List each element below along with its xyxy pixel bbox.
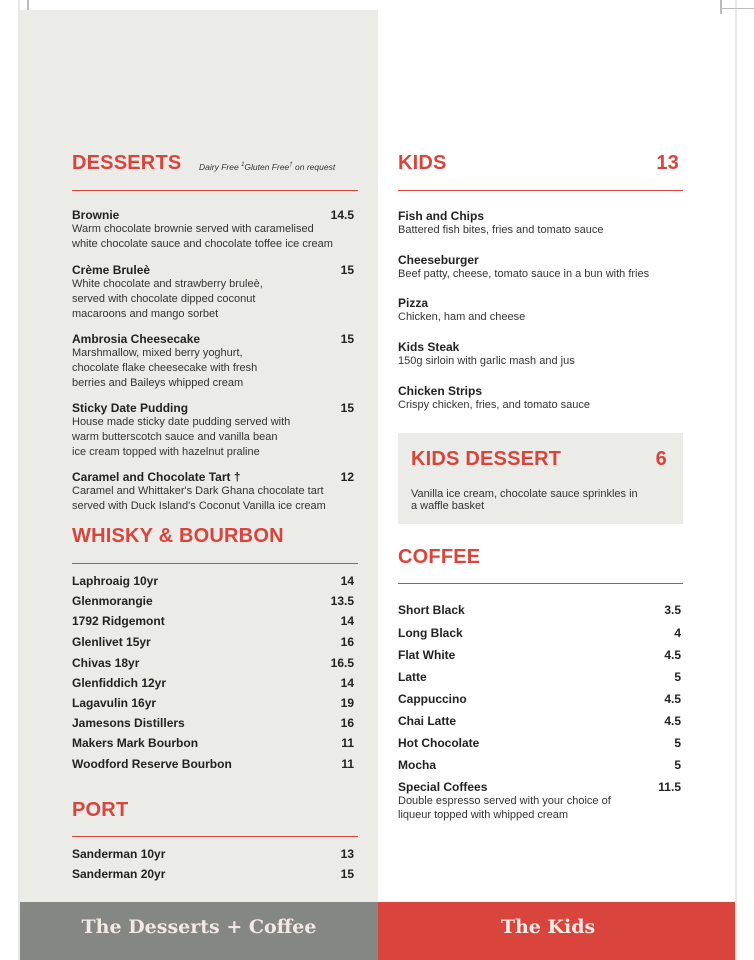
special-coffee-desc-line: Double espresso served with your choice of: [398, 795, 611, 807]
page-edge-right: [735, 0, 737, 960]
coffee-price: 4: [674, 626, 681, 640]
whisky-price: 16: [340, 716, 354, 730]
dessert-name: Crème Bruleè: [72, 263, 151, 277]
dessert-price: 15: [340, 332, 354, 346]
port-row: [72, 867, 354, 885]
desserts-heading: DESSERTS: [72, 152, 182, 174]
coffee-price: 4.5: [664, 648, 681, 662]
coffee-row: [398, 714, 681, 732]
whisky-name: Lagavulin 16yr: [72, 696, 157, 710]
dessert-desc-line: Marshmallow, mixed berry yoghurt,: [72, 347, 243, 359]
kids-item-name: Kids Steak: [398, 340, 460, 354]
dessert-price: 15: [340, 263, 354, 277]
dessert-desc-line: macaroons and mango sorbet: [72, 308, 219, 320]
dietary-note-df-mark: 1: [241, 162, 245, 169]
kids-item: [398, 340, 688, 369]
coffee-name: Chai Latte: [398, 714, 457, 728]
special-coffee-name: Special Coffees: [398, 780, 488, 794]
kids-dessert-desc: [411, 488, 681, 512]
coffee-name: Cappuccino: [398, 692, 467, 706]
dessert-desc-line: warm butterscotch sauce and vanilla bean: [72, 431, 278, 443]
kids-item-desc: Battered fish bites, fries and tomato sauce: [398, 224, 604, 236]
whisky-price: 14: [340, 614, 354, 628]
coffee-divider: [398, 583, 683, 584]
kids-item-desc: Crispy chicken, fries, and tomato sauce: [398, 399, 590, 411]
dessert-desc-line: Warm chocolate brownie served with caramelised: [72, 223, 314, 235]
coffee-row: [398, 692, 681, 710]
dessert-desc-line: chocolate flake cheesecake with fresh: [72, 362, 258, 374]
kids-item: [398, 384, 688, 413]
dessert-price: 15: [340, 401, 354, 415]
kids-item-name: Cheeseburger: [398, 253, 479, 267]
coffee-price: 4.5: [664, 714, 681, 728]
whisky-row: [72, 676, 354, 694]
dessert-desc-line: white chocolate sauce and chocolate toffee ice cream: [72, 238, 333, 250]
dietary-note-df: Dairy Free: [199, 162, 239, 172]
dessert-desc-line: Caramel and Whittaker's Dark Ghana chocolate tart: [72, 485, 324, 497]
footer-kids-title: The Kids: [500, 916, 596, 938]
whisky-row: [72, 757, 354, 775]
dessert-name: Caramel and Chocolate Tart †: [72, 470, 241, 484]
kids-item: [398, 253, 688, 282]
coffee-name: Mocha: [398, 758, 437, 772]
whisky-name: 1792 Ridgemont: [72, 614, 165, 628]
whisky-row: [72, 736, 354, 754]
whisky-row: [72, 656, 354, 674]
coffee-name: Short Black: [398, 603, 465, 617]
dessert-desc-line: served with chocolate dipped coconut: [72, 293, 256, 305]
dessert-price: 14.5: [330, 208, 354, 222]
whisky-row: [72, 635, 354, 653]
coffee-row: [398, 648, 681, 666]
coffee-name: Hot Chocolate: [398, 736, 480, 750]
kids-item-name: Chicken Strips: [398, 384, 483, 398]
whisky-row: [72, 716, 354, 734]
dietary-note-gf-mark: †: [289, 162, 293, 169]
whisky-price: 13.5: [330, 594, 354, 608]
kids-divider: [398, 190, 683, 191]
port-heading: PORT: [72, 799, 129, 821]
dessert-desc-line: berries and Baileys whipped cream: [72, 377, 244, 389]
whisky-name: Laphroaig 10yr: [72, 574, 159, 588]
kids-item: [398, 209, 688, 238]
dietary-note: [199, 162, 335, 172]
port-name: Sanderman 20yr: [72, 867, 166, 881]
whisky-name: Makers Mark Bourbon: [72, 736, 199, 750]
whisky-price: 14: [340, 574, 354, 588]
special-coffee-desc-line: liqueur topped with whipped cream: [398, 809, 568, 821]
whisky-name: Glenlivet 15yr: [72, 635, 151, 649]
kids-price: 13: [656, 152, 679, 174]
desserts-divider: [72, 190, 358, 191]
crop-mark: [722, 8, 754, 9]
whisky-name: Jamesons Distillers: [72, 716, 185, 730]
dessert-price: 12: [340, 470, 354, 484]
port-name: Sanderman 10yr: [72, 847, 166, 861]
dessert-name: Sticky Date Pudding: [72, 401, 189, 415]
coffee-row: [398, 736, 681, 754]
coffee-name: Long Black: [398, 626, 463, 640]
coffee-row: [398, 626, 681, 644]
coffee-row: [398, 758, 681, 776]
coffee-price: 3.5: [664, 603, 681, 617]
coffee-name: Flat White: [398, 648, 456, 662]
coffee-row: [398, 603, 681, 621]
whisky-row: [72, 574, 354, 592]
kids-dessert-heading: KIDS DESSERT: [411, 448, 562, 470]
port-divider: [72, 836, 358, 837]
whisky-price: 11: [341, 736, 354, 750]
port-price: 13: [340, 847, 354, 861]
whisky-price: 14: [340, 676, 354, 690]
kids-dessert-desc-line: a waffle basket: [411, 500, 485, 512]
kids-item-name: Fish and Chips: [398, 209, 485, 223]
footer-desserts-title: The Desserts + Coffee: [81, 916, 317, 938]
whisky-price: 16.5: [330, 656, 354, 670]
whisky-row: [72, 594, 354, 612]
kids-item-name: Pizza: [398, 296, 429, 310]
whisky-price: 19: [340, 696, 354, 710]
whisky-price: 11: [341, 757, 354, 771]
kids-dessert-price: 6: [655, 448, 667, 470]
kids-dessert-desc-line: Vanilla ice cream, chocolate sauce sprinkles in: [411, 488, 638, 500]
whisky-name: Woodford Reserve Bourbon: [72, 757, 232, 771]
whisky-heading: WHISKY & BOURBON: [72, 525, 284, 547]
whisky-divider: [72, 563, 358, 564]
kids-item-desc: Chicken, ham and cheese: [398, 311, 526, 323]
special-coffee-item: [398, 780, 681, 822]
dessert-name: Brownie: [72, 208, 120, 222]
crop-mark: [720, 0, 722, 14]
whisky-price: 16: [340, 635, 354, 649]
whisky-row: [72, 696, 354, 714]
dessert-name: Ambrosia Cheesecake: [72, 332, 201, 346]
coffee-heading: COFFEE: [398, 546, 481, 568]
dessert-desc-line: House made sticky date pudding served with: [72, 416, 291, 428]
dietary-note-tail: on request: [295, 162, 336, 172]
coffee-price: 5: [674, 758, 681, 772]
whisky-row: [72, 614, 354, 632]
kids-item: [398, 296, 688, 325]
dessert-desc-line: ice cream topped with hazelnut praline: [72, 446, 260, 458]
dessert-desc-line: served with Duck Island's Coconut Vanilla ice cream: [72, 500, 326, 512]
coffee-price: 4.5: [664, 692, 681, 706]
whisky-name: Glenfiddich 12yr: [72, 676, 167, 690]
whisky-name: Chivas 18yr: [72, 656, 140, 670]
coffee-price: 5: [674, 670, 681, 684]
port-row: [72, 847, 354, 865]
coffee-name: Latte: [398, 670, 427, 684]
port-price: 15: [340, 867, 354, 881]
dietary-note-gf: Gluten Free: [244, 162, 290, 172]
special-coffee-price: 11.5: [658, 780, 681, 794]
coffee-row: [398, 670, 681, 688]
kids-item-desc: Beef patty, cheese, tomato sauce in a bun with fries: [398, 268, 650, 280]
coffee-price: 5: [674, 736, 681, 750]
whisky-name: Glenmorangie: [72, 594, 153, 608]
kids-heading: KIDS: [398, 152, 447, 174]
kids-item-desc: 150g sirloin with garlic mash and jus: [398, 355, 575, 367]
dessert-desc-line: White chocolate and strawberry bruleè,: [72, 278, 263, 290]
